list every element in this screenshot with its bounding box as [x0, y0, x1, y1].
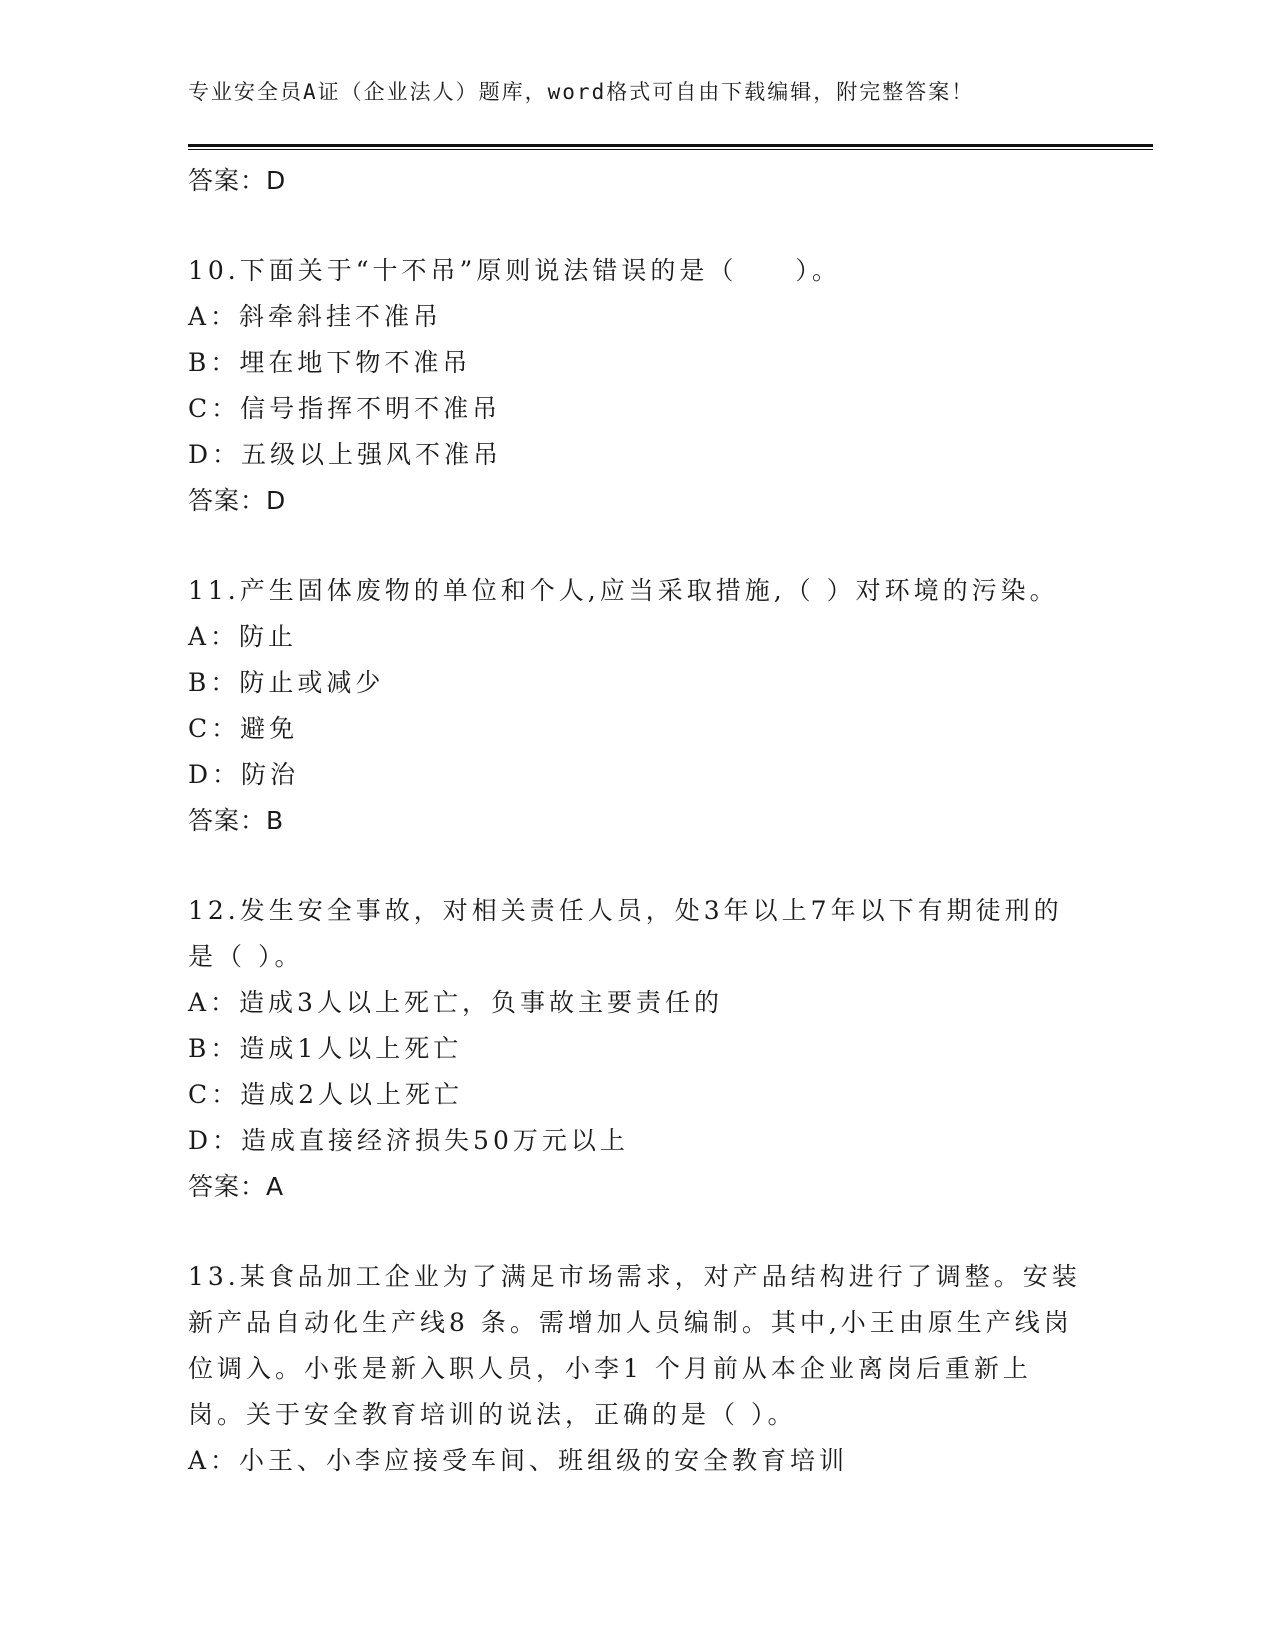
option-b: B：防止或减少 [188, 668, 385, 697]
option-a: A：小王、小李应接受车间、班组级的安全教育培训 [188, 1446, 849, 1475]
option-d: D：造成直接经济损失50万元以上 [188, 1126, 629, 1155]
option-c: C：造成2人以上死亡 [188, 1080, 464, 1109]
question-11 [188, 568, 1088, 844]
option-b: B：造成1人以上死亡 [188, 1034, 463, 1063]
question-text: 11.产生固体废物的单位和个人,应当采取措施,（ ）对环境的污染。 [188, 576, 1059, 605]
question-text: 13.某食品加工企业为了满足市场需求，对产品结构进行了调整。安装新产品自动化生产线8 条。需增加人员编制。其中,小王由原生产线岗位调入。小张是新入职人员，小李1 个月前从本企业离岗后重新上岗。关于安全教育培训的说法，正确的是（ ）。 [188, 1262, 1081, 1429]
option-d: D：五级以上强风不准吊 [188, 440, 503, 469]
header-divider-thin [188, 149, 1153, 150]
option-b: B：埋在地下物不准吊 [188, 348, 472, 377]
page-header: 专业安全员A证（企业法人）题库，word格式可自由下载编辑，附完整答案！ [188, 80, 975, 104]
option-a: A：造成3人以上死亡，负事故主要责任的 [188, 988, 723, 1017]
question-text: 12.发生安全事故，对相关责任人员，处3年以上7年以下有期徒刑的是（ ）。 [188, 896, 1063, 971]
header-divider [188, 144, 1153, 147]
answer-line: 答案：A [188, 1172, 285, 1201]
answer-line: 答案：B [188, 806, 285, 835]
option-d: D：防治 [188, 760, 300, 789]
question-12 [188, 888, 1088, 1210]
answer-line: 答案：D [188, 486, 287, 515]
option-a: A：斜牵斜挂不准吊 [188, 302, 443, 331]
option-c: C：信号指挥不明不准吊 [188, 394, 502, 423]
question-text: 10.下面关于“十不吊”原则说法错误的是（ ）。 [188, 256, 841, 285]
document-body [188, 158, 1088, 1484]
question-10 [188, 248, 1088, 524]
question-13 [188, 1254, 1088, 1484]
option-c: C：避免 [188, 714, 299, 743]
answer-line: 答案：D [188, 166, 287, 195]
option-a: A：防止 [188, 622, 298, 651]
